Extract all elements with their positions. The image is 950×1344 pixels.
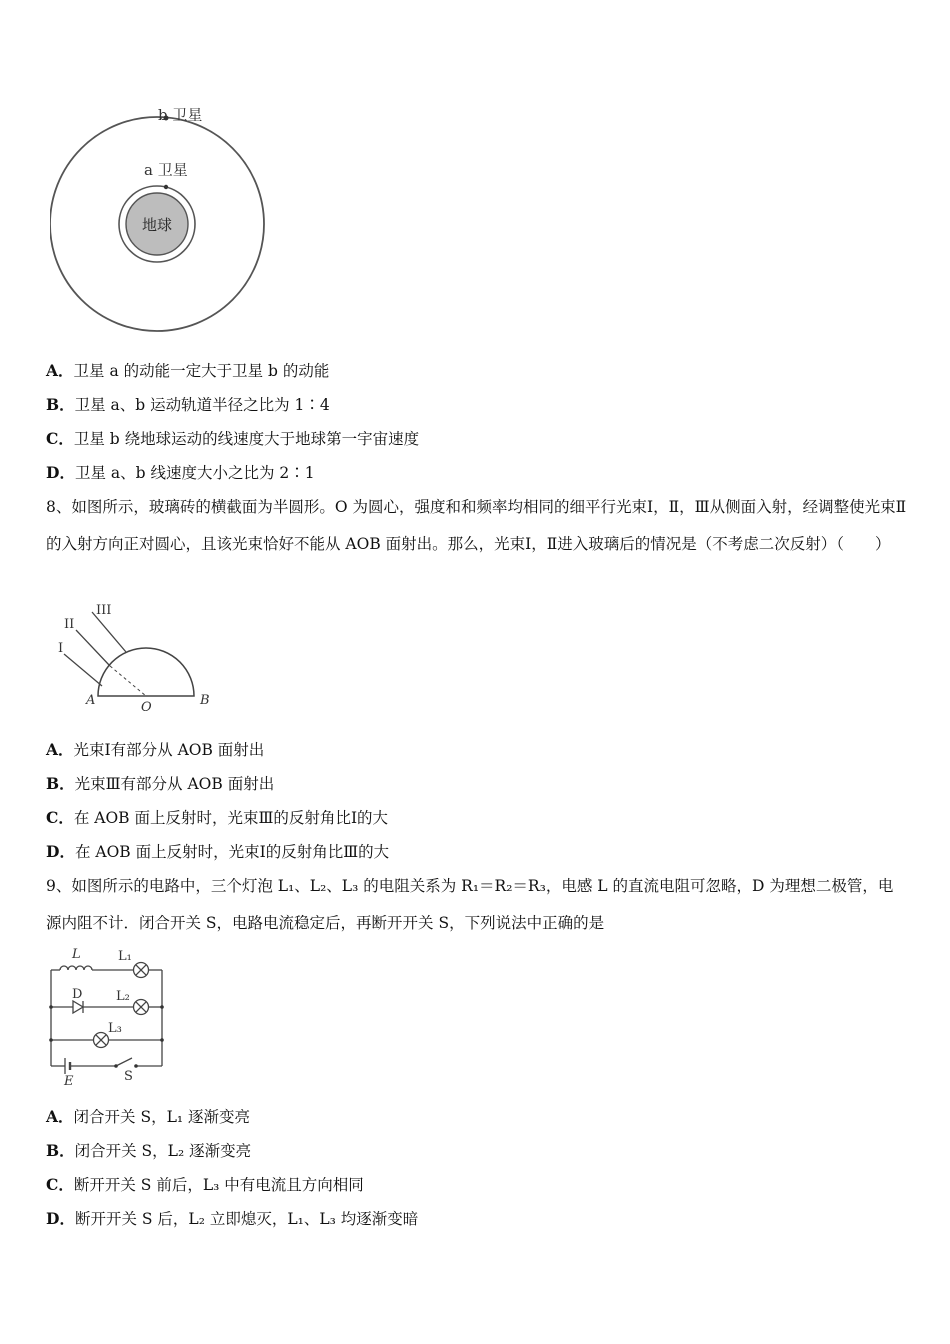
dashed-to-center bbox=[110, 666, 146, 696]
switch-blade bbox=[116, 1058, 132, 1066]
option-letter: C． bbox=[46, 808, 74, 827]
option-letter: B． bbox=[46, 1141, 75, 1160]
diode-symbol bbox=[73, 1001, 83, 1013]
option-text: 闭合开关 S，L₂ 逐渐变亮 bbox=[74, 1142, 252, 1160]
option-text: 卫星 a 的动能一定大于卫星 b 的动能 bbox=[73, 362, 330, 380]
label-satellite-b: b 卫星 bbox=[158, 106, 203, 124]
q9-option-b bbox=[46, 1141, 251, 1161]
label-L2: L₂ bbox=[116, 989, 130, 1004]
option-letter: C． bbox=[46, 1175, 74, 1194]
option-letter: D． bbox=[46, 463, 75, 482]
option-text: 卫星 a、b 线速度大小之比为 2∶1 bbox=[74, 464, 315, 482]
option-text: 光束Ⅲ有部分从 AOB 面射出 bbox=[74, 775, 275, 793]
q7-option-c bbox=[46, 429, 419, 449]
q9-option-d bbox=[46, 1209, 418, 1229]
q7-option-a bbox=[46, 361, 329, 381]
ray-III bbox=[92, 612, 126, 652]
option-text: 在 AOB 面上反射时，光束Ⅲ的反射角比Ⅰ的大 bbox=[73, 809, 389, 827]
label-S: S bbox=[124, 1069, 133, 1084]
option-text: 在 AOB 面上反射时，光束Ⅰ的反射角比Ⅲ的大 bbox=[74, 843, 390, 861]
label-satellite-a: a 卫星 bbox=[144, 161, 188, 179]
label-A: A bbox=[86, 693, 96, 708]
label-L3: L₃ bbox=[108, 1021, 122, 1036]
satellite-a-dot bbox=[164, 185, 168, 189]
option-letter: D． bbox=[46, 1209, 75, 1228]
option-text: 闭合开关 S，L₁ 逐渐变亮 bbox=[73, 1108, 251, 1126]
q8-option-d bbox=[46, 842, 389, 862]
q7-option-b bbox=[46, 395, 330, 415]
label-I: I bbox=[58, 641, 64, 656]
option-letter: C． bbox=[46, 429, 74, 448]
glass-semicircle-figure bbox=[50, 602, 225, 714]
option-letter: B． bbox=[46, 774, 75, 793]
label-III: III bbox=[96, 603, 112, 618]
option-text: 卫星 b 绕地球运动的线速度大于地球第一宇宙速度 bbox=[73, 430, 420, 448]
inductor-symbol bbox=[60, 966, 92, 970]
circuit-figure bbox=[46, 946, 171, 1088]
label-earth: 地球 bbox=[141, 216, 173, 234]
label-E: E bbox=[64, 1074, 74, 1088]
q7-option-d bbox=[46, 463, 315, 483]
option-text: 卫星 a、b 运动轨道半径之比为 1∶4 bbox=[74, 396, 330, 414]
label-D: D bbox=[72, 987, 83, 1002]
option-text: 光束Ⅰ有部分从 AOB 面射出 bbox=[73, 741, 265, 759]
label-B: B bbox=[200, 693, 210, 708]
label-O: O bbox=[141, 700, 152, 714]
label-II: II bbox=[64, 617, 75, 632]
option-letter: D． bbox=[46, 842, 75, 861]
label-L1: L₁ bbox=[118, 949, 132, 964]
option-text: 断开开关 S 前后，L₃ 中有电流且方向相同 bbox=[73, 1176, 364, 1194]
q9-option-c bbox=[46, 1175, 364, 1195]
label-L: L bbox=[72, 947, 81, 962]
option-letter: B． bbox=[46, 395, 75, 414]
q8-option-b bbox=[46, 774, 274, 794]
option-text: 断开开关 S 后，L₂ 立即熄灭，L₁、L₃ 均逐渐变暗 bbox=[74, 1210, 419, 1228]
q8-option-c bbox=[46, 808, 388, 828]
satellite-orbit-figure bbox=[50, 100, 280, 332]
q8-stem: 8、如图所示，玻璃砖的横截面为半圆形。O 为圆心，强度和和频率均相同的细平行光束Ⅰ，Ⅱ，Ⅲ从侧面入射，经调整使光束Ⅱ的入射方向正对圆心，且该光束恰好不能从 AOB 面射出。那么，光束Ⅰ，Ⅱ进入玻璃后的情况是（不考虑二次反射）（ ） bbox=[46, 498, 907, 553]
q8-option-a bbox=[46, 740, 264, 760]
semicircle bbox=[98, 648, 194, 696]
ray-I bbox=[64, 654, 102, 686]
option-letter: A． bbox=[46, 361, 74, 380]
ray-II bbox=[76, 630, 110, 666]
q9-stem: 9、如图所示的电路中，三个灯泡 L₁、L₂、L₃ 的电阻关系为 R₁＝R₂＝R₃，电感 L 的直流电阻可忽略，D 为理想二极管，电源内阻不计．闭合开关 S，电路电流稳定后，再断开开关 S，下列说法中正确的是 bbox=[46, 877, 894, 932]
option-letter: A． bbox=[46, 1107, 74, 1126]
q9-option-a bbox=[46, 1107, 250, 1127]
option-letter: A． bbox=[46, 740, 74, 759]
